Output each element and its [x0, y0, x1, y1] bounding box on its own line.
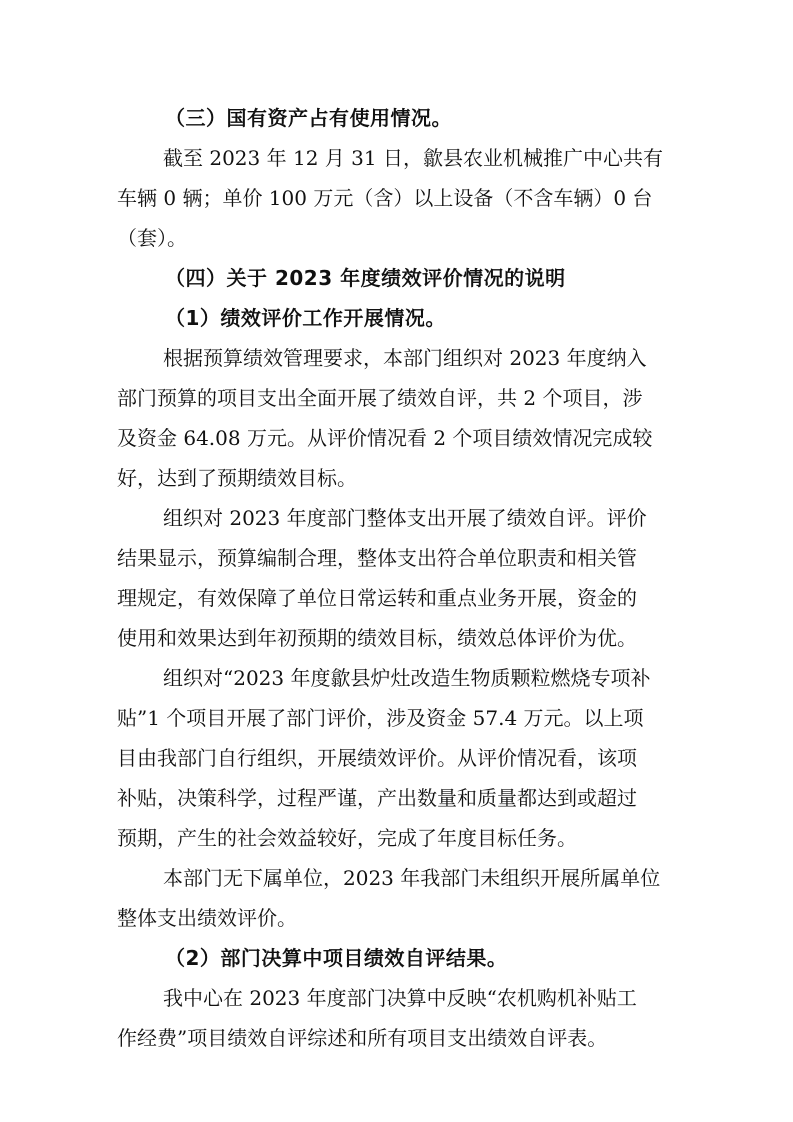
section-3-paragraph: [117, 138, 677, 258]
text-line: 整体支出绩效评价。: [117, 906, 297, 930]
text-line: （套）。: [117, 226, 187, 250]
subsection-1-paragraph-1: [117, 338, 677, 498]
text-line: 部门预算的项目支出全面开展了绩效自评，共 2 个项目，涉: [117, 386, 643, 410]
text-line: 目由我部门自行组织，开展绩效评价。从评价情况看，该项: [117, 746, 637, 770]
subsection-1-paragraph-2: [117, 498, 677, 658]
subsection-1-paragraph-4: [117, 858, 677, 938]
text-line: 及资金 64.08 万元。从评价情况看 2 个项目绩效情况完成较: [117, 426, 653, 450]
text-line: 我中心在 2023 年度部门决算中反映“农机购机补贴工: [163, 986, 637, 1010]
section-3-heading: （三）国有资产占有使用情况。: [165, 106, 452, 130]
text-line: 根据预算绩效管理要求，本部门组织对 2023 年度纳入: [163, 346, 647, 370]
subsection-1-paragraph-3: [117, 658, 677, 858]
section-4-heading: （四）关于 2023 年度绩效评价情况的说明: [165, 266, 566, 290]
subsection-2-paragraph: [117, 978, 677, 1058]
subsection-1-heading: （1）绩效评价工作开展情况。: [165, 306, 446, 330]
text-line: 理规定，有效保障了单位日常运转和重点业务开展，资金的: [117, 586, 637, 610]
document-page: [117, 98, 677, 1058]
text-line: 使用和效果达到年初预期的绩效目标，绩效总体评价为优。: [117, 626, 637, 650]
text-line: 车辆 0 辆；单价 100 万元（含）以上设备（不含车辆）0 台: [117, 186, 653, 210]
text-line: 截至 2023 年 12 月 31 日，歙县农业机械推广中心共有: [163, 146, 663, 170]
text-line: 预期，产生的社会效益较好，完成了年度目标任务。: [117, 826, 577, 850]
text-line: 结果显示，预算编制合理，整体支出符合单位职责和相关管: [117, 546, 637, 570]
text-line: 组织对“2023 年度歙县炉灶改造生物质颗粒燃烧专项补: [163, 666, 651, 690]
text-line: 本部门无下属单位，2023 年我部门未组织开展所属单位: [163, 866, 661, 890]
text-line: 作经费”项目绩效自评综述和所有项目支出绩效自评表。: [117, 1026, 608, 1050]
text-line: 补贴，决策科学，过程严谨，产出数量和质量都达到或超过: [117, 786, 637, 810]
subsection-2-heading: （2）部门决算中项目绩效自评结果。: [165, 946, 508, 970]
text-line: 好，达到了预期绩效目标。: [117, 466, 357, 490]
text-line: 组织对 2023 年度部门整体支出开展了绩效自评。评价: [163, 506, 647, 530]
text-line: 贴”1 个项目开展了部门评价，涉及资金 57.4 万元。以上项: [117, 706, 644, 730]
